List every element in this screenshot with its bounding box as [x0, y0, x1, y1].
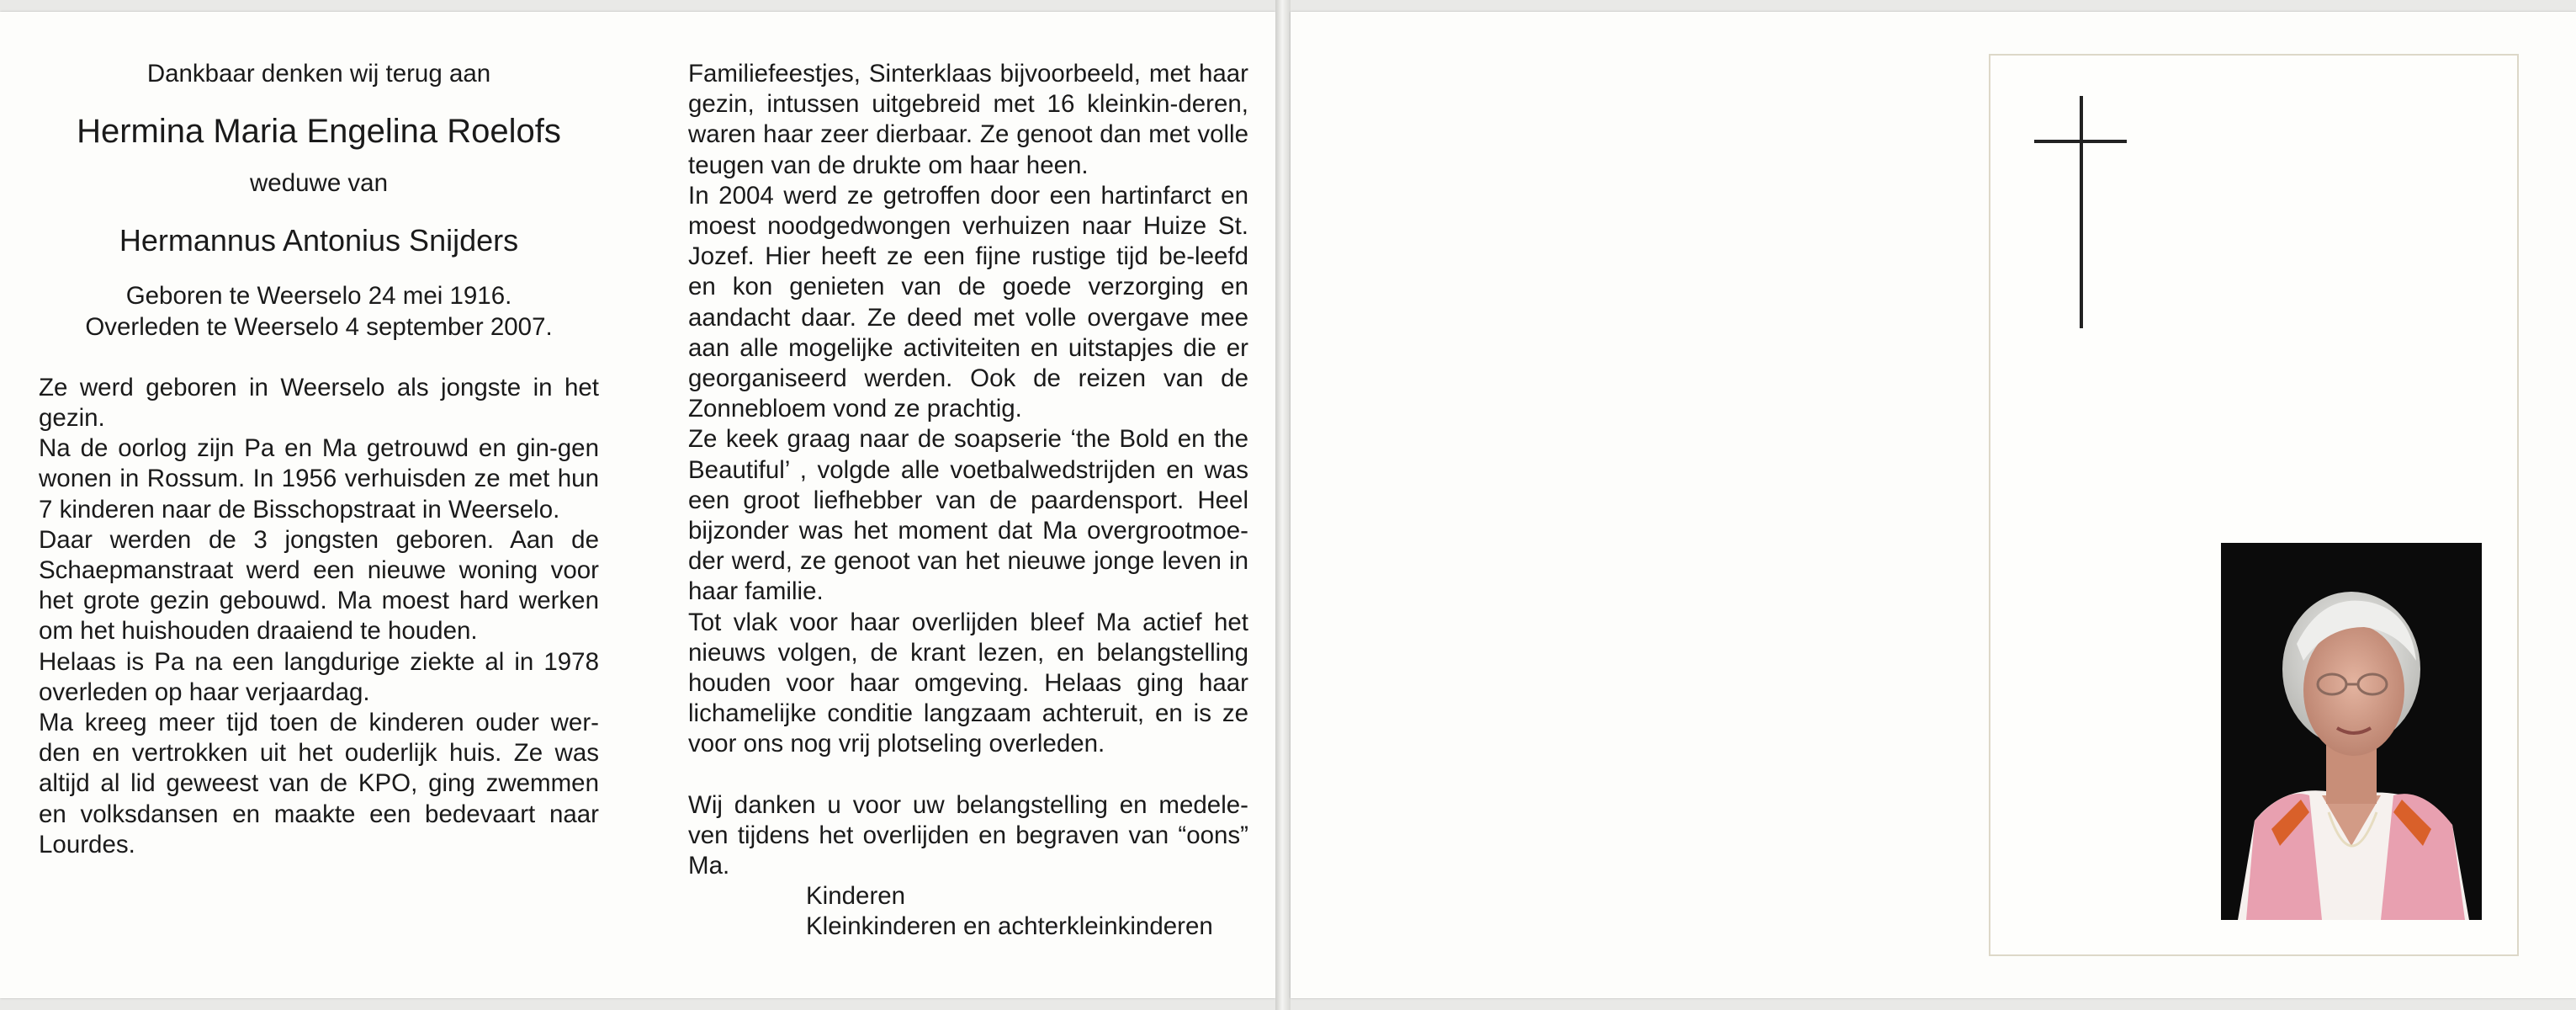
thanks-text: Wij danken u voor uw belangstelling en medele-ven tijdens het overlijden en begraven van “oons” Ma. — [688, 790, 1248, 880]
spouse-name: Hermannus Antonius Snijders — [119, 223, 519, 258]
birth-line: Geboren te Weerselo 24 mei 1916. — [125, 282, 512, 311]
biography-paragraph: Ze keek graag naar de soapserie ‘the Bold en the Beautiful’ , volgde alle voetbalwedstrijden en was een groot liefhebber van de paardensport. Heel bijzonder was het moment dat Ma overgrootmoe-der werd, ze genoot van het nieuwe jonge leven in haar familie. — [688, 425, 1248, 606]
cross-vertical-bar — [2080, 96, 2083, 328]
portrait-photo — [2221, 543, 2482, 920]
biography-paragraph: Na de oorlog zijn Pa en Ma getrouwd en gin-gen wonen in Rossum. In 1956 verhuisden ze met hun 7 kinderen naar de Bisschopstraat in Weerselo. — [39, 434, 599, 524]
biography-paragraph: Helaas is Pa na een langdurige ziekte al in 1978 overleden op haar verjaardag. — [39, 647, 599, 706]
biography-paragraph: Ze werd geboren in Weerselo als jongste in het gezin. — [39, 373, 599, 433]
widow-of-text: weduwe van — [250, 169, 388, 198]
biography-paragraph: Daar werden de 3 jongsten geboren. Aan de Schaepmanstraat werd een nieuwe woning voor het grote gezin gebouwd. Ma moest hard werken om het huishouden draaiend te houden. — [39, 525, 599, 646]
biography-paragraph: Familiefeestjes, Sinterklaas bijvoorbeeld, met haar gezin, intussen uitgebreid met 16 kleinkin-deren, waren haar zeer dierbaar. Ze genoot dan met volle teugen van de drukte om haar heen. — [688, 60, 1248, 179]
deceased-name: Hermina Maria Engelina Roelofs — [77, 113, 561, 151]
signature-grandchildren: Kleinkinderen en achterkleinkinderen — [806, 912, 1213, 941]
left-column — [39, 59, 599, 860]
cross-horizontal-bar — [2034, 140, 2127, 143]
biography-paragraph: In 2004 werd ze getroffen door een hartinfarct en moest noodgedwongen verhuizen naar Huize St. Jozef. Hier heeft ze een fijne rustige tijd be-leefd en kon genieten van de goede verzorging en aandacht daar. Ze deed met volle overgave mee aan alle mogelijke activiteiten en uitstapjes die er georganiseerd werden. Ook de reizen van de Zonnebloem vond ze prachtig. — [688, 181, 1248, 423]
biography-paragraph: Tot vlak voor haar overlijden bleef Ma actief het nieuws volgen, de krant lezen, en belangstelling houden voor haar omgeving. Helaas ging haar lichamelijke conditie langzaam achteruit, en is ze voor ons nog vrij plotseling overleden. — [688, 608, 1248, 758]
intro-text: Dankbaar denken wij terug aan — [146, 60, 491, 88]
card-fold — [1275, 0, 1291, 1010]
death-line: Overleden te Weerselo 4 september 2007. — [85, 312, 553, 341]
right-column — [688, 59, 1248, 943]
portrait-illustration — [2221, 543, 2482, 920]
signature-children: Kinderen — [806, 882, 906, 911]
biography-paragraph: Ma kreeg meer tijd toen de kinderen ouder wer-den en vertrokken uit het ouderlijk huis. Ze was altijd al lid geweest van de KPO, ging zwemmen en volksdansen en maakte een bedevaart naar Lourdes. — [39, 709, 599, 858]
